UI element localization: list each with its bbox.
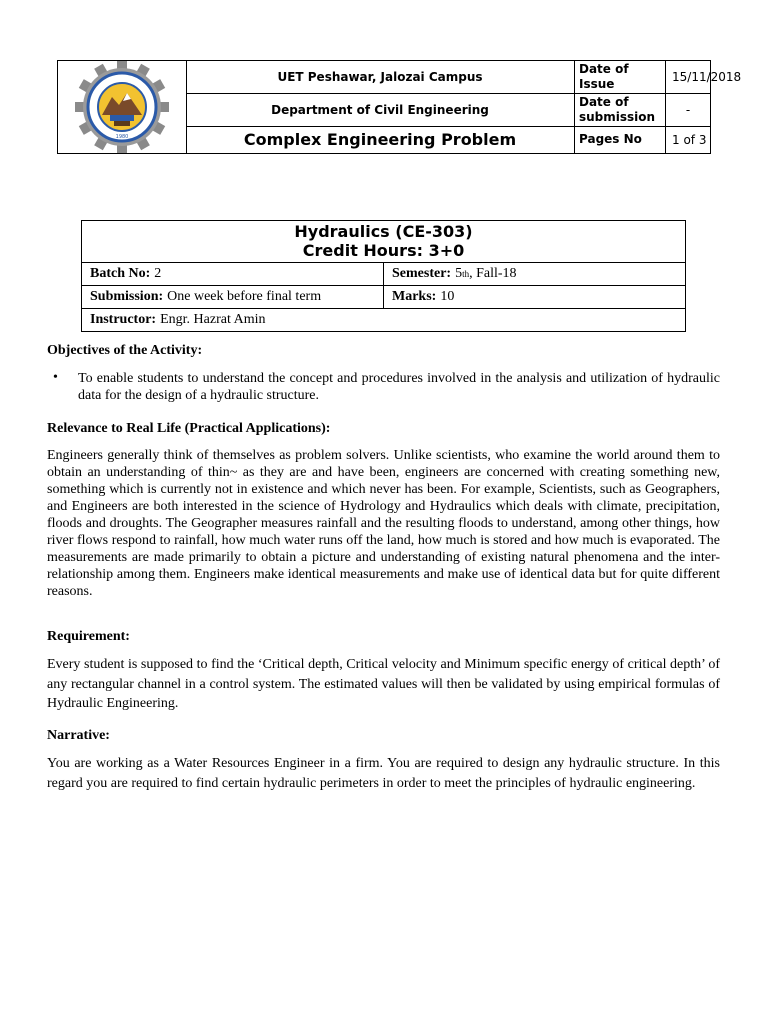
logo-cell [58, 61, 187, 153]
credit-hours: Credit Hours: 3+0 [302, 241, 465, 260]
submission-label: Submission: [90, 289, 164, 304]
course-title [82, 221, 685, 263]
header-row-department [186, 93, 710, 127]
document-title: Complex Engineering Problem [186, 126, 575, 153]
requirement-heading: Requirement: [47, 629, 130, 644]
course-row-batch [82, 263, 685, 286]
campus-name: UET Peshawar, Jalozai Campus [186, 61, 575, 93]
semester-cell [384, 263, 685, 285]
objectives-text: To enable students to understand the concept and procedures involved in the analysis and utilization of hydraulic data for the design of a hydraulic structure. [78, 371, 720, 403]
objectives-bullet [47, 370, 720, 404]
date-of-issue-label: Date of Issue [574, 61, 666, 93]
batch-cell [82, 263, 384, 285]
header-row-title [186, 126, 710, 153]
header-table [57, 60, 742, 154]
date-of-submission-label: Date of submission [574, 93, 666, 126]
instructor-cell [82, 309, 685, 331]
pages-no-label: Pages No [574, 126, 666, 153]
university-seal-logo [58, 61, 186, 153]
relevance-heading: Relevance to Real Life (Practical Applications): [47, 421, 331, 436]
marks-value: 10 [440, 289, 455, 304]
marks-cell [384, 286, 685, 308]
svg-text:1980: 1980 [115, 134, 129, 140]
semester-suffix: th [462, 269, 470, 279]
date-of-issue-value: 15/11/2018 [672, 70, 742, 84]
date-of-submission-value: - [685, 102, 691, 117]
instructor-value: Engr. Hazrat Amin [160, 312, 266, 327]
narrative-paragraph: You are working as a Water Resources Engineer in a firm. You are required to design any hydraulic structure. In this regard you are required to find certain hydraulic perimeters in order to meet the principles of hydraulic engineering. [47, 756, 720, 791]
pages-no-value: 1 of 3 [672, 132, 707, 147]
batch-value: 2 [154, 266, 162, 281]
department-name: Department of Civil Engineering [186, 93, 575, 126]
narrative-heading: Narrative: [47, 728, 110, 743]
semester-label: Semester: [392, 266, 452, 281]
header-row-campus [186, 61, 742, 94]
semester-number: 5 [455, 266, 463, 281]
course-info-table [81, 220, 686, 332]
instructor-label: Instructor: [90, 312, 157, 327]
submission-value: One week before final term [167, 289, 322, 304]
submission-cell [82, 286, 384, 308]
objectives-heading: Objectives of the Activity: [47, 343, 203, 358]
requirement-paragraph: Every student is supposed to find the ‘Critical depth, Critical velocity and Minimum specific energy of critical depth’ of any rectangular channel in a control system. The estimated values will then be validated by using empirical formulas of Hydraulic Engineering. [47, 657, 720, 711]
course-row-submission [82, 286, 685, 309]
batch-label: Batch No: [90, 266, 151, 281]
course-code-title: Hydraulics (CE-303) [294, 222, 473, 241]
relevance-paragraph: Engineers generally think of themselves as problem solvers. Unlike scientists, who examine the world around them to obtain an understanding of thin~ as they are and have been, engineers are concerned with creating something new, something which is currently not in existence and which never has been. For example, Scientists, such as Geographers, and Engineers are both interested in the science of Hydrology and Hydraulics which deals with climate, precipitation, floods and droughts. The Geographer measures rainfall and the resulting floods to understand, among other things, how river flows respond to rainfall, how much water runs off the land, how much is stored and how much is evaporated. The measurements are made primarily to obtain a picture and understanding of existing natural phenomena and the inter-relationship among them. Engineers make identical measurements and make use of identical data but for quite different reasons. [47, 448, 720, 599]
semester-term: , Fall-18 [469, 266, 517, 281]
marks-label: Marks: [392, 289, 437, 304]
bullet-icon: • [53, 370, 58, 385]
course-row-instructor [82, 309, 685, 331]
